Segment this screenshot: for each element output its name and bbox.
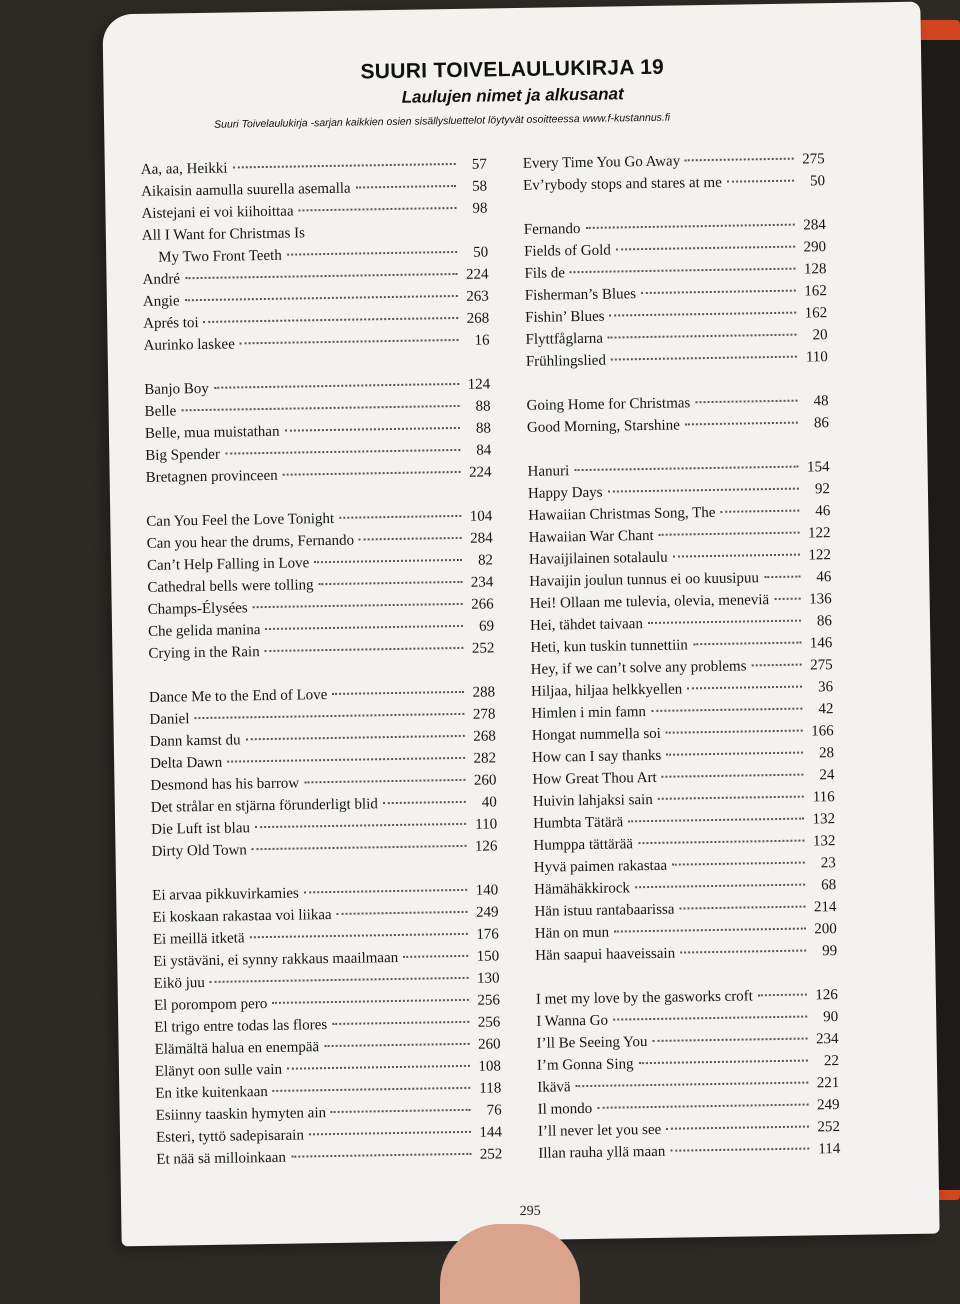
index-section <box>523 151 826 200</box>
entry-title: Aikaisin aamulla suurella asemalla <box>141 181 351 201</box>
dot-leader <box>332 691 464 695</box>
dot-leader <box>309 1131 471 1136</box>
entry-page-number: 256 <box>474 992 500 1009</box>
dot-leader <box>284 427 459 432</box>
entry-page-number: 46 <box>805 569 831 586</box>
dot-leader <box>774 598 801 600</box>
dot-leader <box>607 488 798 493</box>
dot-leader <box>291 1153 471 1158</box>
entry-page-number: 224 <box>465 464 491 481</box>
entry-title: Hyvä paimen rakastaa <box>534 858 668 877</box>
entry-title: Huivin lahjaksi sain <box>533 792 653 811</box>
entry-title: Ikävä <box>537 1079 571 1097</box>
entry-page-number: 266 <box>468 596 494 613</box>
entry-page-number: 221 <box>813 1075 839 1092</box>
entry-page-number: 58 <box>461 178 487 195</box>
right-index-column <box>523 151 841 1190</box>
page-subtitle: Laulujen nimet ja alkusanat <box>104 80 922 113</box>
entry-page-number: 22 <box>813 1053 839 1070</box>
entry-title: I’ll never let you see <box>538 1122 662 1141</box>
entry-title: Hei! Ollaan me tulevia, olevia, meneviä <box>530 592 770 613</box>
dot-leader <box>273 1087 471 1092</box>
entry-title: Fisherman’s Blues <box>525 286 637 305</box>
dot-leader <box>658 796 804 800</box>
entry-page-number: 263 <box>463 288 489 305</box>
dot-leader <box>758 994 807 997</box>
entry-title: Banjo Boy <box>144 381 209 399</box>
entry-title: Hämähäkkirock <box>534 880 630 899</box>
entry-page-number: 234 <box>467 574 493 591</box>
entry-page-number: 110 <box>471 816 497 833</box>
entry-title: Esteri, tyttö sadepisarain <box>156 1127 304 1146</box>
entry-page-number: 132 <box>809 833 835 850</box>
entry-page-number: 28 <box>808 745 834 762</box>
entry-title: Elämältä halua en enempää <box>155 1039 320 1059</box>
dot-leader <box>673 554 800 558</box>
entry-title: Going Home for Christmas <box>526 395 690 415</box>
dot-leader <box>672 862 805 866</box>
dot-leader <box>670 1148 809 1152</box>
entry-title: Good Morning, Starshine <box>527 417 680 436</box>
dot-leader <box>232 163 455 169</box>
entry-title: Ei koskaan rakastaa voi liikaa <box>152 907 331 927</box>
entry-title: I met my love by the gasworks croft <box>536 988 753 1008</box>
entry-page-number: 82 <box>467 552 493 569</box>
entry-title: Crying in the Rain <box>148 644 260 663</box>
entry-title: Aprés toi <box>143 315 199 333</box>
entry-page-number: 114 <box>814 1141 840 1158</box>
dot-leader <box>648 620 801 624</box>
entry-page-number: 249 <box>472 904 498 921</box>
entry-title: Dance Me to the End of Love <box>149 687 328 707</box>
entry-page-number: 76 <box>476 1102 502 1119</box>
entry-page-number: 278 <box>469 706 495 723</box>
entry-page-number: 268 <box>463 310 489 327</box>
entry-page-number: 23 <box>810 855 836 872</box>
entry-page-number: 40 <box>471 794 497 811</box>
entry-page-number: 128 <box>800 261 826 278</box>
entry-page-number: 275 <box>807 657 833 674</box>
index-note: Suuri Toivelaulukirja -sarjan kaikkien osien sisällysluettelot löytyvät osoitteessa www.f-kustannus.fi <box>214 112 670 131</box>
index-section <box>149 684 498 865</box>
dot-leader <box>576 1082 809 1088</box>
entry-page-number: 252 <box>468 640 494 657</box>
entry-page-number: 110 <box>802 349 828 366</box>
dot-leader <box>608 334 797 339</box>
entry-title: Havaijin joulun tunnus ei oo kuusipuu <box>529 570 759 591</box>
entry-page-number: 118 <box>475 1080 501 1097</box>
entry-page-number: 162 <box>801 305 827 322</box>
entry-page-number: 104 <box>466 508 492 525</box>
dot-leader <box>651 708 802 712</box>
entry-page-number: 144 <box>476 1124 502 1141</box>
entry-page-number: 268 <box>470 728 496 745</box>
dot-leader <box>574 466 798 472</box>
dot-leader <box>331 1109 471 1113</box>
dot-leader <box>695 400 797 404</box>
dot-leader <box>616 246 795 251</box>
dot-leader <box>638 840 804 845</box>
entry-page-number: 108 <box>475 1058 501 1075</box>
entry-page-number: 252 <box>814 1119 840 1136</box>
entry-page-number: 86 <box>803 415 829 432</box>
book-page <box>102 2 939 1247</box>
entry-title: Hei, tähdet taivaan <box>530 616 643 635</box>
entry-page-number: 290 <box>800 239 826 256</box>
entry-title: Et nää sä milloinkaan <box>156 1150 286 1169</box>
entry-title: Esiinny taaskin hymyten ain <box>156 1105 327 1125</box>
dot-leader <box>304 889 467 894</box>
entry-title: Heti, kun tuskin tunnettiin <box>530 637 688 656</box>
dot-leader <box>194 713 464 719</box>
dot-leader <box>383 801 466 804</box>
entry-page-number: 234 <box>812 1031 838 1048</box>
dot-leader <box>685 422 798 426</box>
dot-leader <box>666 752 803 756</box>
dot-leader <box>613 1016 807 1021</box>
entry-title: How can I say thanks <box>532 748 661 767</box>
index-section <box>526 393 829 442</box>
entry-page-number: 282 <box>470 750 496 767</box>
page-title: SUURI TOIVELAULUKIRJA 19 <box>103 52 921 89</box>
entry-page-number: 99 <box>811 943 837 960</box>
entry-title: Frühlingslied <box>526 353 606 371</box>
entry-page-number: 124 <box>464 376 490 393</box>
dot-leader <box>299 207 457 211</box>
entry-page-number: 98 <box>461 200 487 217</box>
entry-title: Die Luft ist blau <box>151 820 250 839</box>
entry-title: Eikö juu <box>153 975 205 993</box>
entry-title: Hän on mun <box>535 925 609 943</box>
entry-title: Havaijilainen sotalaulu <box>529 550 668 569</box>
dot-leader <box>764 576 800 579</box>
index-entry <box>538 1141 840 1168</box>
entry-title: Belle, mua muistathan <box>145 424 280 443</box>
entry-title: Hanuri <box>527 463 569 481</box>
entry-title: Angie <box>143 293 180 311</box>
dot-leader <box>679 906 805 910</box>
entry-page-number: 57 <box>461 156 487 173</box>
dot-leader <box>628 818 804 823</box>
entry-title: Ei arvaa pikkuvirkamies <box>152 886 299 905</box>
dot-leader <box>283 471 461 476</box>
entry-title: André <box>142 271 180 289</box>
entry-title: Humbta Tätärä <box>533 814 623 832</box>
dot-leader <box>332 1021 469 1025</box>
entry-page-number: 122 <box>804 525 830 542</box>
entry-title: I’ll Be Seeing You <box>536 1034 647 1053</box>
dot-leader <box>639 1060 808 1065</box>
dot-leader <box>662 774 804 778</box>
entry-page-number: 224 <box>462 266 488 283</box>
dot-leader <box>225 449 460 455</box>
entry-page-number: 86 <box>806 613 832 630</box>
entry-page-number: 275 <box>799 151 825 168</box>
dot-leader <box>403 955 468 958</box>
entry-page-number: 126 <box>471 838 497 855</box>
dot-leader <box>310 231 457 233</box>
dot-leader <box>614 928 806 933</box>
entry-page-number: 69 <box>468 618 494 635</box>
entry-page-number: 42 <box>807 701 833 718</box>
entry-title: Daniel <box>149 711 189 729</box>
index-entry <box>527 415 829 442</box>
dot-leader <box>266 625 464 630</box>
dot-leader <box>356 185 457 189</box>
entry-page-number: 130 <box>473 970 499 987</box>
entry-title: Aurinko laskee <box>143 336 234 354</box>
entry-title: How Great Thou Art <box>532 770 657 789</box>
entry-title: Illan rauha yllä maan <box>538 1144 665 1163</box>
entry-title: I Wanna Go <box>536 1013 608 1031</box>
entry-title: Hongat nummella soi <box>532 726 661 745</box>
dot-leader <box>314 559 462 563</box>
entry-page-number: 92 <box>804 481 830 498</box>
entry-title: Can you hear the drums, Fernando <box>147 533 355 553</box>
entry-page-number: 50 <box>462 244 488 261</box>
dot-leader <box>597 1104 808 1109</box>
dot-leader <box>250 933 468 938</box>
dot-leader <box>287 251 457 256</box>
entry-title: Hän istuu rantabaarissa <box>534 902 674 921</box>
dot-leader <box>720 510 799 513</box>
index-entry <box>526 349 828 376</box>
dot-leader <box>185 273 457 279</box>
dot-leader <box>685 158 794 162</box>
entry-title: Dirty Old Town <box>151 842 247 860</box>
entry-title: Aistejani ei voi kiihoittaa <box>141 204 293 223</box>
dot-leader <box>227 757 465 763</box>
entry-title: Delta Dawn <box>150 755 222 773</box>
entry-page-number: 88 <box>464 398 490 415</box>
entry-title: Elänyt oon sulle vain <box>155 1062 282 1081</box>
entry-title: Hawaiian Christmas Song, The <box>528 505 715 525</box>
entry-title: Il mondo <box>538 1101 593 1119</box>
dot-leader <box>210 977 469 983</box>
dot-leader <box>324 1043 470 1047</box>
dot-leader <box>680 950 806 954</box>
entry-title: Bretagnen provinceen <box>146 468 278 487</box>
entry-title: All I Want for Christmas Is <box>142 225 305 245</box>
entry-page-number: 36 <box>807 679 833 696</box>
entry-title: Every Time You Go Away <box>523 153 681 172</box>
entry-title: Ei meillä itketä <box>153 930 245 948</box>
dot-leader <box>214 383 459 389</box>
entry-page-number: 132 <box>809 811 835 828</box>
entry-page-number: 284 <box>800 217 826 234</box>
index-section <box>141 156 490 359</box>
index-section <box>144 376 492 491</box>
entry-page-number: 260 <box>474 1036 500 1053</box>
entry-page-number: 84 <box>465 442 491 459</box>
entry-page-number: 284 <box>467 530 493 547</box>
entry-page-number: 24 <box>808 767 834 784</box>
dot-leader <box>287 1065 470 1070</box>
entry-title: Det strålar en stjärna förunderligt blid <box>151 796 378 817</box>
dot-leader <box>304 779 465 784</box>
index-section <box>152 882 502 1173</box>
index-entry <box>151 838 497 865</box>
entry-page-number: 200 <box>811 921 837 938</box>
entry-page-number: 252 <box>476 1146 502 1163</box>
entry-title: Dann kamst du <box>150 732 241 750</box>
entry-title: Hawaiian War Chant <box>529 528 654 547</box>
entry-page-number: 166 <box>808 723 834 740</box>
entry-title: Aa, aa, Heikki <box>141 161 228 179</box>
dot-leader <box>585 224 794 229</box>
entry-page-number: 154 <box>803 459 829 476</box>
dot-leader <box>727 180 794 183</box>
entry-page-number: 146 <box>806 635 832 652</box>
dot-leader <box>272 999 469 1004</box>
entry-page-number: 16 <box>463 332 489 349</box>
dot-leader <box>255 823 466 828</box>
dot-leader <box>359 537 462 541</box>
entry-page-number: 48 <box>802 393 828 410</box>
entry-page-number: 46 <box>804 503 830 520</box>
dot-leader <box>666 730 803 734</box>
entry-title: En itke kuitenkaan <box>155 1084 268 1103</box>
entry-title: Hiljaa, hiljaa helkkyellen <box>531 681 682 700</box>
entry-page-number: 126 <box>812 987 838 1004</box>
entry-page-number: 88 <box>465 420 491 437</box>
dot-leader <box>570 268 796 274</box>
entry-title: Fernando <box>524 221 581 239</box>
dot-leader <box>339 515 461 519</box>
entry-page-number: 288 <box>469 684 495 701</box>
index-entry <box>156 1146 502 1173</box>
entry-title: Fils de <box>524 265 565 283</box>
entry-title: Hey, if we can’t solve any problems <box>531 658 747 678</box>
entry-title: El trigo entre todas las flores <box>154 1017 327 1037</box>
entry-page-number: 116 <box>809 789 835 806</box>
entry-title: Fields of Gold <box>524 243 611 261</box>
dot-leader <box>337 911 468 915</box>
index-entry <box>148 640 494 667</box>
dot-leader <box>693 642 802 646</box>
entry-title: Himlen i min famn <box>531 704 646 723</box>
index-section <box>527 459 837 970</box>
entry-title: Can’t Help Falling in Love <box>147 555 309 575</box>
dot-leader <box>609 312 796 317</box>
dot-leader <box>635 884 805 889</box>
page-number: 295 <box>121 1198 939 1227</box>
dot-leader <box>181 405 459 411</box>
dot-leader <box>652 1038 807 1042</box>
dot-leader <box>611 356 797 361</box>
dot-leader <box>265 647 464 652</box>
index-section <box>536 987 841 1168</box>
entry-title: Ei ystäväni, ei synny rakkaus maailmaan <box>153 950 398 971</box>
entry-page-number: 249 <box>813 1097 839 1114</box>
entry-page-number: 256 <box>474 1014 500 1031</box>
dot-leader <box>252 845 467 850</box>
dot-leader <box>687 686 802 690</box>
index-section <box>146 508 494 667</box>
entry-title: My Two Front Teeth <box>142 248 282 267</box>
dot-leader <box>641 290 796 294</box>
left-index-column <box>141 156 503 1195</box>
entry-page-number: 50 <box>799 173 825 190</box>
dot-leader <box>666 1126 809 1130</box>
entry-title: Desmond has his barrow <box>150 776 299 795</box>
entry-title: Fishin’ Blues <box>525 309 605 327</box>
entry-title: Humppa tättärää <box>533 836 633 855</box>
index-entry <box>535 943 837 970</box>
entry-title: Belle <box>144 403 176 420</box>
dot-leader <box>319 581 463 585</box>
entry-title: Ev’rybody stops and stares at me <box>523 175 722 195</box>
entry-page-number: 136 <box>806 591 832 608</box>
dot-leader <box>185 295 458 301</box>
entry-title: I’m Gonna Sing <box>537 1056 634 1075</box>
entry-page-number: 122 <box>805 547 831 564</box>
entry-title: Champs-Élysées <box>148 600 248 619</box>
dot-leader <box>751 664 801 667</box>
entry-page-number: 214 <box>810 899 836 916</box>
entry-page-number: 176 <box>473 926 499 943</box>
entry-title: Cathedral bells were tolling <box>147 577 313 597</box>
entry-title: Happy Days <box>528 485 603 503</box>
dot-leader <box>240 339 459 344</box>
entry-title: Can You Feel the Love Tonight <box>146 511 334 531</box>
entry-page-number: 150 <box>473 948 499 965</box>
entry-title: El porompom pero <box>154 996 268 1015</box>
entry-title: Hän saapui haaveissain <box>535 946 675 965</box>
dot-leader <box>204 317 459 323</box>
entry-page-number: 20 <box>801 327 827 344</box>
entry-page-number: 162 <box>801 283 827 300</box>
entry-page-number: 90 <box>812 1009 838 1026</box>
index-entry <box>146 464 492 491</box>
dot-leader <box>246 735 465 740</box>
index-entry <box>523 173 825 200</box>
entry-title: Big Spender <box>145 447 220 465</box>
entry-page-number: 260 <box>470 772 496 789</box>
index-entry <box>143 332 489 359</box>
entry-title: Flyttfåglarna <box>525 331 603 349</box>
dot-leader <box>253 603 463 608</box>
entry-page-number: 68 <box>810 877 836 894</box>
entry-title: Che gelida manina <box>148 622 261 641</box>
entry-page-number: 140 <box>472 882 498 899</box>
dot-leader <box>659 532 800 536</box>
index-section <box>524 217 828 376</box>
